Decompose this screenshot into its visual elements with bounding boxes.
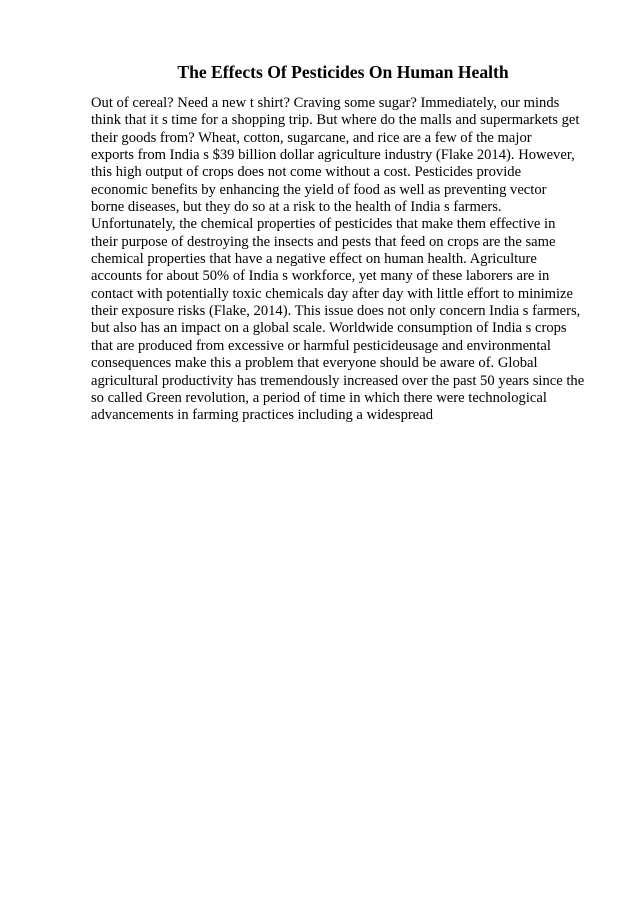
text-line: so called Green revolution, a period of time in which there were technological xyxy=(91,389,547,406)
text-line: advancements in farming practices including a widespread xyxy=(91,407,434,424)
text-line: accounts for about 50% of India s workforce, yet many of these laborers are in xyxy=(91,268,550,285)
text-line: chemical properties that have a negative effect on human health. Agriculture xyxy=(91,251,537,268)
text-line: exports from India s $39 billion dollar agriculture industry (Flake 2014). However, xyxy=(91,147,575,164)
text-line: their goods from? Wheat, cotton, sugarcane, and rice are a few of the major xyxy=(91,129,532,146)
text-line: Out of cereal? Need a new t shirt? Craving some sugar? Immediately, our minds xyxy=(91,95,560,111)
text-line: Unfortunately, the chemical properties of pesticides that make them effective in xyxy=(91,216,556,233)
text-line: borne diseases, but they do so at a risk to the health of India s farmers. xyxy=(91,199,502,216)
text-line: think that it s time for a shopping trip. But where do the malls and supermarkets get xyxy=(91,112,580,129)
text-line: this high output of crops does not come without a cost. Pesticides provide xyxy=(91,164,522,181)
text-line: their exposure risks (Flake, 2014). This issue does not only concern India s farmers, xyxy=(91,303,581,320)
text-line: consequences make this a problem that everyone should be aware of. Global xyxy=(91,355,538,372)
text-line: contact with potentially toxic chemicals day after day with little effort to minimize xyxy=(91,285,573,302)
text-line: but also has an impact on a global scale. Worldwide consumption of India s crops xyxy=(91,320,567,337)
text-line: that are produced from excessive or harmful pesticideusage and environmental xyxy=(91,337,551,354)
text-line: economic benefits by enhancing the yield of food as well as preventing vector xyxy=(91,181,547,198)
text-line: agricultural productivity has tremendously increased over the past 50 years since the xyxy=(91,372,585,389)
body-paragraph xyxy=(91,95,611,425)
text-line: their purpose of destroying the insects and pests that feed on crops are the same xyxy=(91,233,556,250)
document-title: The Effects Of Pesticides On Human Health xyxy=(177,62,509,82)
